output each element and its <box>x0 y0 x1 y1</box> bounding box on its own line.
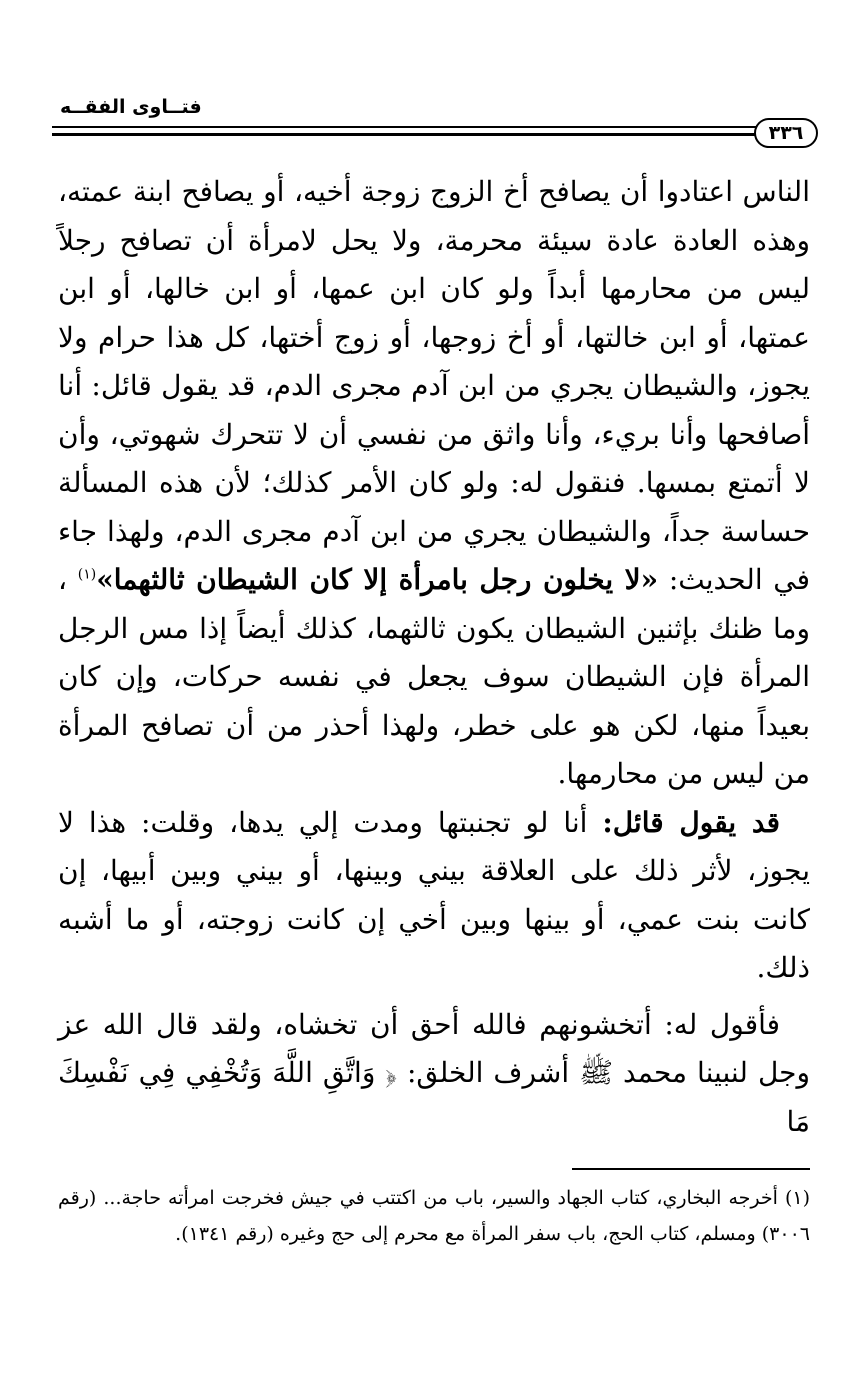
footnote-separator <box>572 1168 810 1170</box>
header-rule-thin <box>52 126 758 128</box>
footnotes <box>58 1180 810 1252</box>
paragraph-1-part-a: الناس اعتادوا أن يصافح أخ الزوج زوجة أخيه، أو يصافح ابنة عمته، وهذه العادة عادة سيئة محرمة، ولا يحل لامرأة أن تصافح رجلاً ليس من محارمها أبداً ولو كان ابن عمها، أو ابن خالها، أو ابن عمتها، أو ابن خالتها، أو أخ زوجها، أو زوج أختها، كل هذا حرام ولا يجوز، والشيطان يجري من ابن آدم مجرى الدم، قد يقول قائل: أنا أصافحها وأنا بريء، وأنا واثق من نفسي أن لا تتحرك شهوتي، وأن لا أتمتع بمسها. فنقول له: ولو كان الأمر كذلك؛ لأن هذه المسألة حساسة جداً، والشيطان يجري من ابن آدم مجرى الدم، ولهذا جاء في الحديث: <box>58 175 811 596</box>
footnote-1: (١) أخرجه البخاري، كتاب الجهاد والسير، باب من اكتتب في جيش فخرجت امرأته حاجة... (رقم ٣٠٠٦) ومسلم، كتاب الحج، باب سفر المرأة مع محرم إلى حج وغيره (رقم ١٣٤١). <box>58 1187 810 1245</box>
paragraph-3: فأقول له: أتخشونهم فالله أحق أن تخشاه، ولقد قال الله عز وجل لنبينا محمد ﷺ أشرف الخلق: ﴿ وَاتَّقِ اللَّهَ وَتُخْفِي فِي نَفْسِكَ مَا <box>58 1007 810 1138</box>
hadith-quote: «لا يخلون رجل بامرأة إلا كان الشيطان ثالثهما» <box>96 563 659 596</box>
main-text <box>58 168 810 1146</box>
paragraph-1-part-b: ، وما ظنك بإثنين الشيطان يكون ثالثهما، كذلك أيضاً إذا مس الرجل المرأة فإن الشيطان سوف يجعل في نفسه حركات، وإن كان بعيداً منها، لكن هو على خطر، ولهذا أحذر من أن تصافح المرأة من ليس من محارمها. <box>58 563 810 790</box>
paragraph-2-text: أنا لو تجنبتها ومدت إلي يدها، وقلت: هذا لا يجوز، لأثر ذلك على العلاقة بيني وبينها، أو بيني وبين أبيها، إن كانت بنت عمي، أو بينها وبين أخي إن كانت زوجته، أو ما أشبه ذلك. <box>58 805 810 984</box>
header-rule-thick <box>52 133 758 136</box>
paragraph-2-lead: قد يقول قائل: <box>602 805 781 839</box>
paragraph-1 <box>58 168 810 799</box>
paragraph-2 <box>58 799 810 993</box>
page-number: ٣٣٦ <box>754 118 818 148</box>
book-title: فتــاوى الفقــه <box>60 96 202 118</box>
footnote-reference: (١) <box>77 566 97 583</box>
page-header <box>52 88 822 158</box>
